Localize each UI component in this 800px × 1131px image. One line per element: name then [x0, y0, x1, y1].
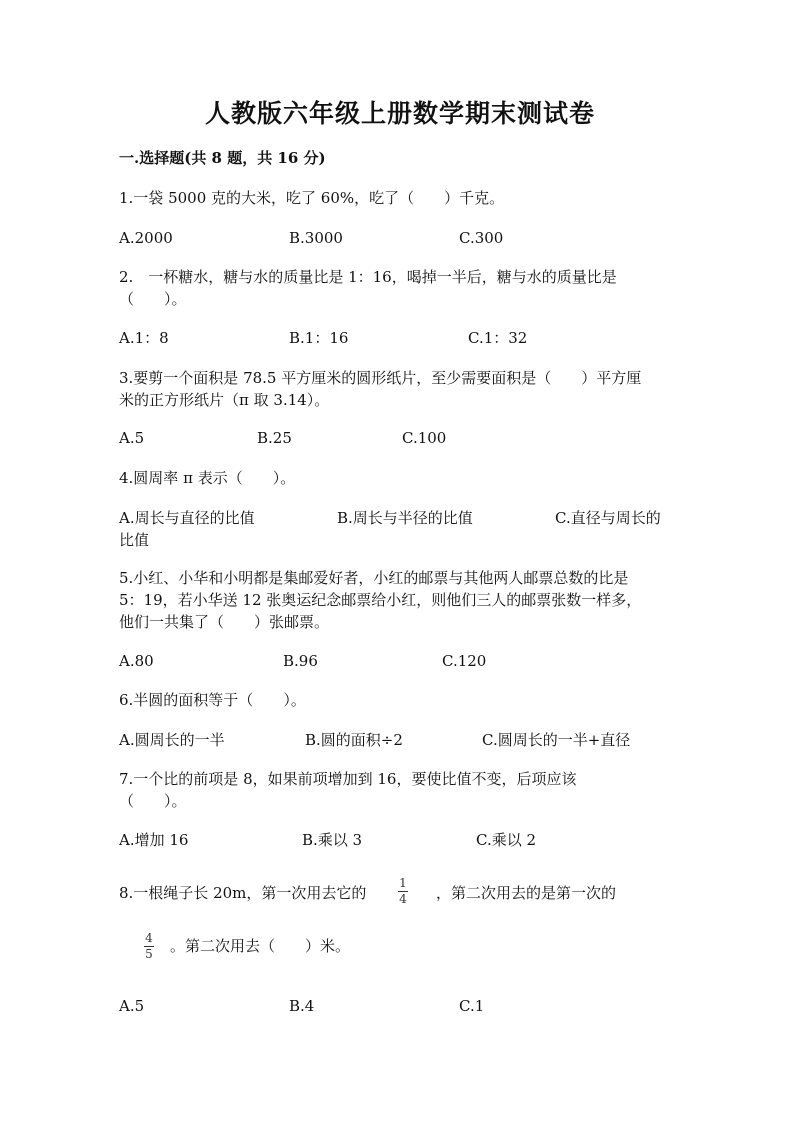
question-8-option-c: C.1	[459, 997, 485, 1015]
fraction-one-quarter	[398, 877, 408, 906]
question-7-text: 7.一个比的前项是 8，如果前项增加到 16，要使比值不变，后项应该	[119, 770, 577, 788]
fraction-numerator: 4	[145, 931, 153, 945]
question-3-option-a: A.5	[119, 429, 145, 447]
question-6-option-c: C.圆周长的一半+直径	[482, 731, 631, 749]
question-3-option-c: C.100	[402, 429, 447, 447]
question-4-option-c: C.直径与周长的	[555, 509, 661, 527]
question-7-option-a: A.增加 16	[119, 831, 189, 849]
question-7-text-cont: （ ）。	[119, 792, 187, 810]
question-5-option-a: A.80	[119, 652, 154, 670]
question-8-text-part2: ，第二次用去的是第一次的	[436, 884, 617, 902]
question-6-text: 6.半圆的面积等于（ ）。	[119, 691, 306, 709]
question-8-text-part1: 8.一根绳子长 20m，第一次用去它的	[119, 884, 367, 902]
question-8-text-line2: 。第二次用去（ ）米。	[170, 937, 351, 955]
question-2-option-a: A.1：8	[119, 329, 169, 347]
question-3-text-cont: 米的正方形纸片（π 取 3.14）。	[119, 391, 330, 409]
question-6-option-a: A.圆周长的一半	[119, 731, 225, 749]
question-6-option-b: B.圆的面积÷2	[305, 731, 403, 749]
question-3-text: 3.要剪一个面积是 78.5 平方厘米的圆形纸片，至少需要面积是（ ）平方厘	[119, 369, 642, 387]
fraction-four-fifths	[144, 932, 154, 961]
question-4-option-a: A.周长与直径的比值	[119, 509, 255, 527]
question-5-option-c: C.120	[442, 652, 487, 670]
question-8-option-b: B.4	[289, 997, 315, 1015]
question-1-option-c: C.300	[459, 229, 504, 247]
question-1-text: 1.一袋 5000 克的大米，吃了 60%，吃了（ ）千克。	[119, 189, 505, 207]
fraction-numerator: 1	[399, 876, 407, 890]
question-7-option-b: B.乘以 3	[302, 831, 363, 849]
question-4-option-b: B.周长与半径的比值	[337, 509, 473, 527]
question-4-option-c-wrap: 比值	[119, 531, 150, 549]
question-4-text: 4.圆周率 π 表示（ ）。	[119, 469, 296, 487]
section-heading: 一.选择题(共 8 题，共 16 分)	[119, 149, 326, 167]
page-title: 人教版六年级上册数学期末测试卷	[204, 99, 595, 128]
question-3-option-b: B.25	[257, 429, 292, 447]
question-5-option-b: B.96	[283, 652, 318, 670]
question-1-option-b: B.3000	[289, 229, 343, 247]
question-2-text-cont: （ ）。	[119, 290, 187, 308]
question-5-text-cont-2: 他们一共集了（ ）张邮票。	[119, 613, 330, 631]
fraction-denominator: 5	[145, 947, 153, 961]
question-5-text: 5.小红、小华和小明都是集邮爱好者，小红的邮票与其他两人邮票总数的比是	[119, 569, 629, 587]
question-7-option-c: C.乘以 2	[476, 831, 537, 849]
question-1-option-a: A.2000	[119, 229, 173, 247]
question-2-option-c: C.1：32	[468, 329, 528, 347]
fraction-denominator: 4	[399, 892, 407, 906]
question-2-text: 2. 一杯糖水，糖与水的质量比是 1：16，喝掉一半后，糖与水的质量比是	[119, 268, 617, 286]
question-8-option-a: A.5	[119, 997, 145, 1015]
question-2-option-b: B.1：16	[289, 329, 349, 347]
question-5-text-cont-1: 5：19，若小华送 12 张奥运纪念邮票给小红，则他们三人的邮票张数一样多，	[119, 591, 642, 609]
